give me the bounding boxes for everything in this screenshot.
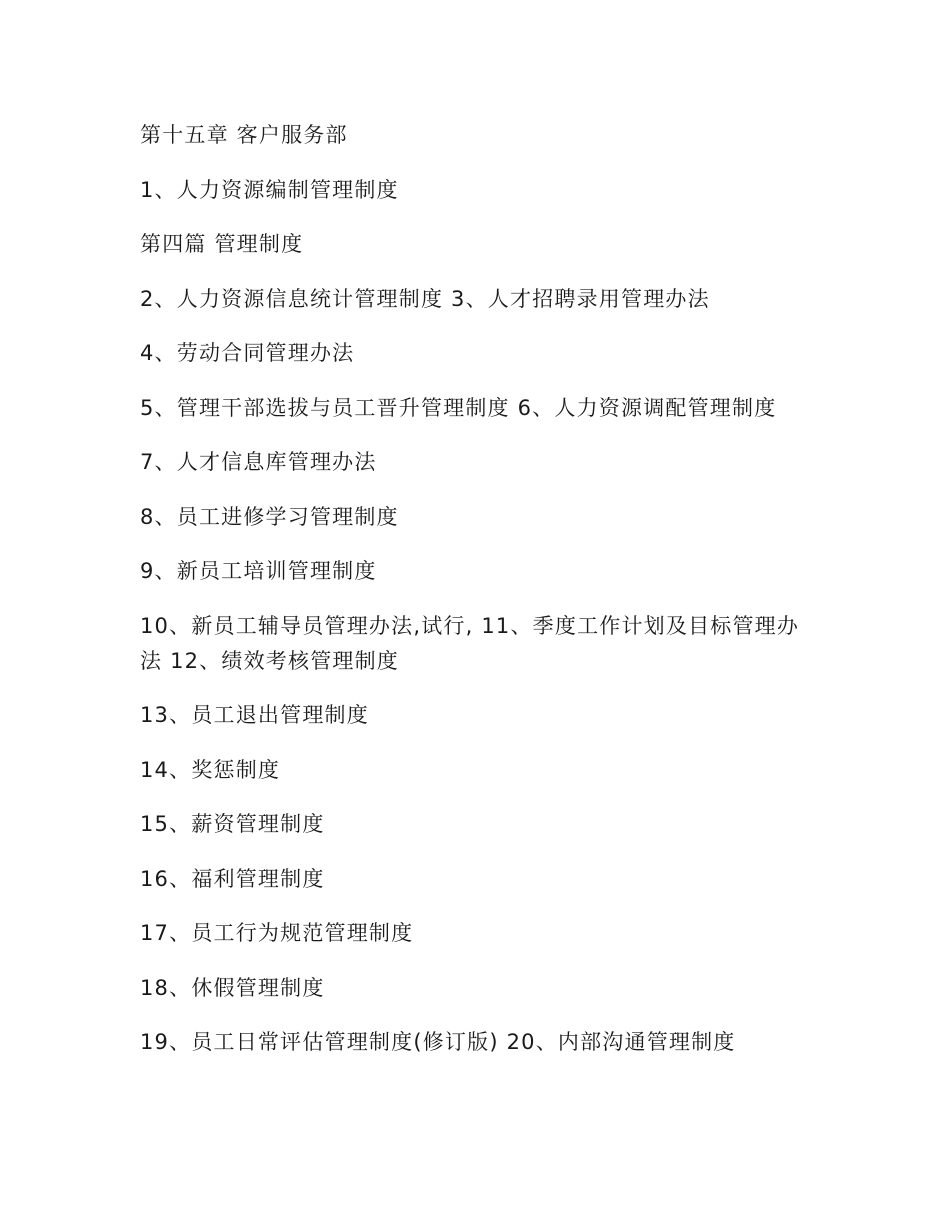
list-item: 18、休假管理制度 bbox=[140, 975, 325, 1000]
chapter-heading: 第十五章 客户服务部 bbox=[140, 123, 348, 147]
list-item: 5、管理干部选拔与员工晋升管理制度 6、人力资源调配管理制度 bbox=[140, 395, 777, 420]
list-item: 7、人才信息库管理办法 bbox=[140, 450, 377, 474]
section-heading: 第四篇 管理制度 bbox=[140, 232, 304, 256]
list-item: 13、员工退出管理制度 bbox=[140, 703, 369, 727]
list-item: 15、薪资管理制度 bbox=[140, 812, 325, 836]
list-item: 9、新员工培训管理制度 bbox=[140, 559, 377, 583]
document-body bbox=[140, 118, 810, 1080]
list-item: 17、员工行为规范管理制度 bbox=[140, 921, 414, 945]
list-item: 8、员工进修学习管理制度 bbox=[140, 504, 399, 529]
list-item: 2、人力资源信息统计管理制度 3、人才招聘录用管理办法 bbox=[140, 286, 710, 311]
list-item: 1、人力资源编制管理制度 bbox=[140, 177, 399, 202]
list-item: 14、奖惩制度 bbox=[140, 757, 281, 782]
list-item: 4、劳动合同管理办法 bbox=[140, 341, 355, 365]
list-item: 16、福利管理制度 bbox=[140, 866, 325, 891]
list-item: 10、新员工辅导员管理办法,试行, 11、季度工作计划及目标管理办法 12、绩效考核管理制度 bbox=[140, 613, 800, 673]
list-item: 19、员工日常评估管理制度(修订版) 20、内部沟通管理制度 bbox=[140, 1030, 736, 1054]
